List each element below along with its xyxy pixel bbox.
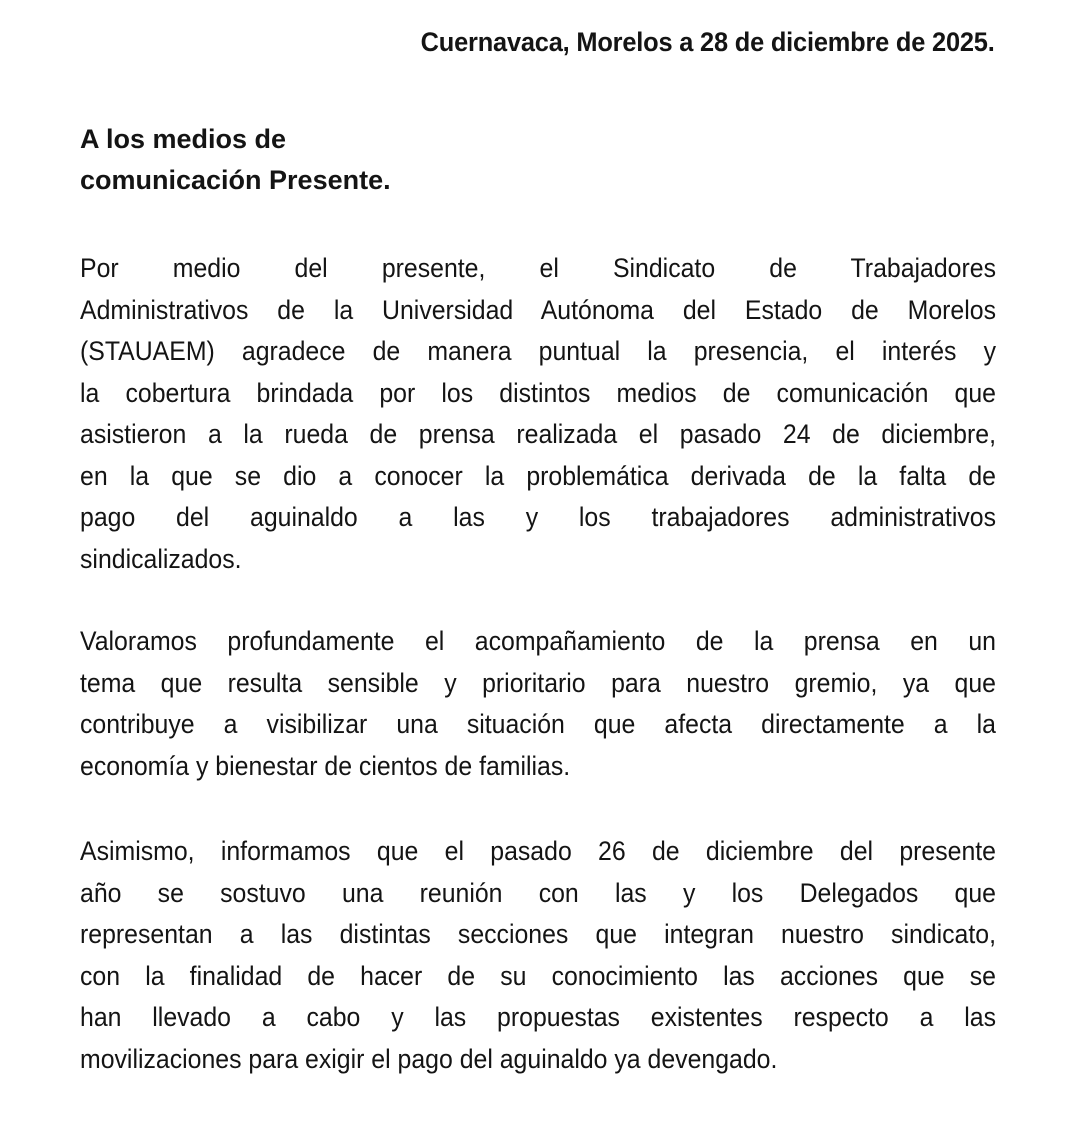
salutation-line: A los medios de: [80, 124, 287, 154]
place-date: Cuernavaca, Morelos a 28 de diciembre de 2025.: [421, 27, 995, 57]
text-line: han llevado a cabo y las propuestas existentes respecto a las: [80, 1002, 997, 1032]
text-line: la cobertura brindada por los distintos medios de comunicación que: [80, 377, 997, 408]
text-line: pago del aguinaldo a las y los trabajadores administrativos: [80, 502, 997, 532]
text-line: representan a las distintas secciones que integran nuestro sindicato,: [80, 919, 997, 949]
text-line: asistieron a la rueda de prensa realizada el pasado 24 de diciembre,: [80, 419, 996, 449]
text-line: Asimismo, informamos que el pasado 26 de diciembre del presente: [80, 836, 997, 866]
paragraph-delegates-meeting: [80, 831, 996, 1080]
paragraph-press-support: [80, 621, 996, 787]
text-line: año se sostuvo una reunión con las y los Delegados que: [80, 877, 997, 908]
text-line: tema que resulta sensible y prioritario para nuestro gremio, ya que: [80, 667, 997, 698]
paragraph-gratitude: [80, 248, 996, 580]
text-line: Por medio del presente, el Sindicato de Trabajadores: [80, 253, 997, 283]
text-line: movilizaciones para exigir el pago del aguinaldo ya devengado.: [80, 1043, 778, 1074]
text-line: Valoramos profundamente el acompañamiento de la prensa en un: [80, 626, 996, 656]
text-line: sindicalizados.: [80, 543, 242, 574]
text-line: con la finalidad de hacer de su conocimiento las acciones que se: [80, 960, 997, 991]
text-line: (STAUAEM) agradece de manera puntual la presencia, el interés y: [80, 336, 997, 366]
text-line: en la que se dio a conocer la problemática derivada de la falta de: [80, 460, 997, 491]
salutation: [80, 119, 391, 201]
text-line: Administrativos de la Universidad Autónoma del Estado de Morelos: [80, 294, 996, 325]
salutation-line: comunicación Presente.: [80, 165, 391, 195]
text-line: economía y bienestar de cientos de familias.: [80, 750, 571, 781]
text-line: contribuye a visibilizar una situación que afecta directamente a la: [80, 709, 996, 739]
